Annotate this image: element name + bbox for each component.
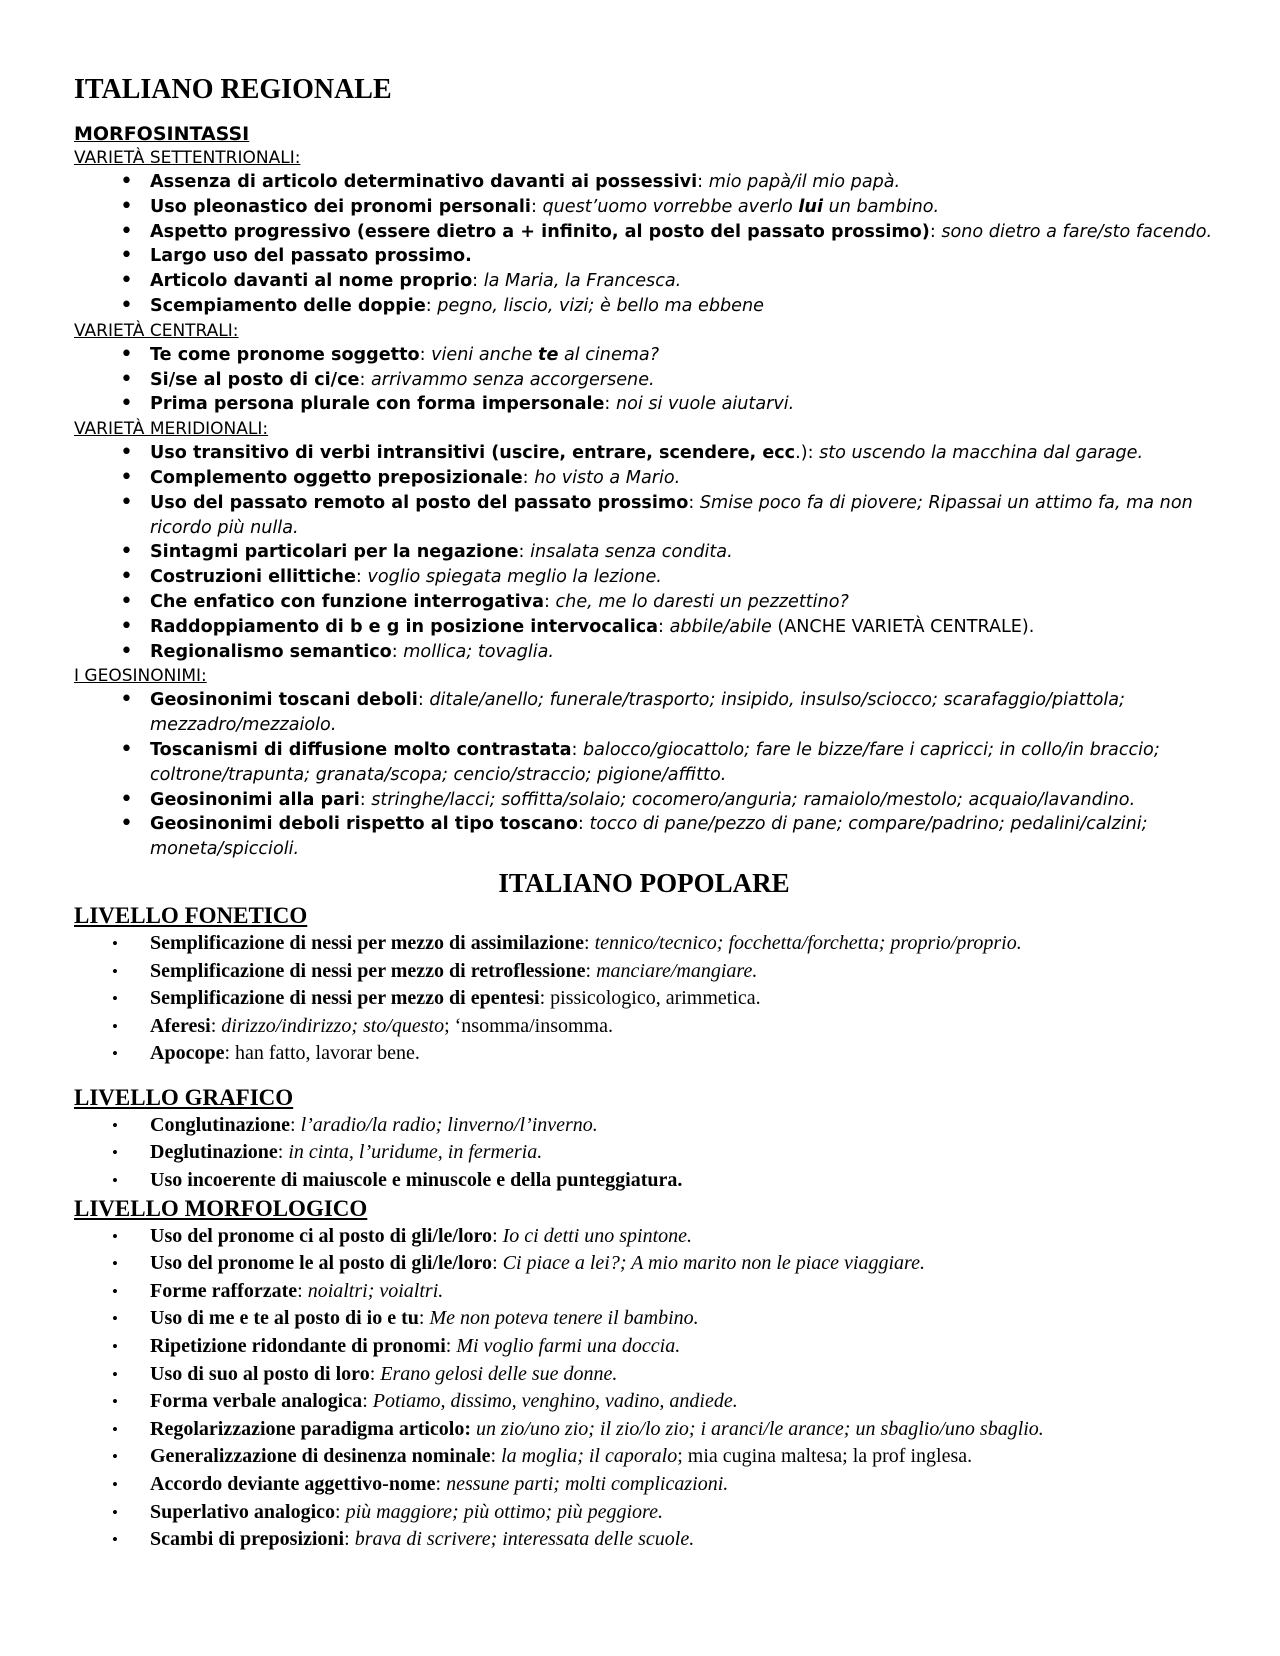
section-heading-grafico: LIVELLO GRAFICO xyxy=(74,1084,294,1110)
list-item: • Largo uso del passato prossimo. xyxy=(74,244,1214,269)
list-item: • Uso di me e te al posto di io e tu: Me non poteva tenere il bambino. xyxy=(74,1305,1214,1333)
list-item: • Uso di suo al posto di loro: Erano gelosi delle sue donne. xyxy=(74,1361,1214,1389)
list-item: • Regionalismo semantico: mollica; tovaglia. xyxy=(74,640,1214,665)
list-item: • Semplificazione di nessi per mezzo di retroflessione: manciare/mangiare. xyxy=(74,958,1214,986)
list-geosinonimi xyxy=(74,688,1214,862)
subsection-label-settentrionali: VARIETÀ SETTENTRIONALI: xyxy=(74,148,301,168)
list-item: • Aspetto progressivo (essere dietro a + infinito, al posto del passato prossimo): sono dietro a fare/sto facendo. xyxy=(74,220,1214,245)
list-settentrionali xyxy=(74,170,1214,319)
list-item: • Te come pronome soggetto: vieni anche te al cinema? xyxy=(74,343,1214,368)
section-heading-morfologico: LIVELLO MORFOLOGICO xyxy=(74,1195,368,1221)
list-item: • Sintagmi particolari per la negazione: insalata senza condita. xyxy=(74,540,1214,565)
list-item: • Uso del passato remoto al posto del passato prossimo: Smise poco fa di piovere; Ripassai un attimo fa, ma non ricordo più nulla. xyxy=(74,491,1214,541)
list-item: • Deglutinazione: in cinta, l’uridume, in fermeria. xyxy=(74,1139,1214,1167)
document-page xyxy=(74,70,1214,1554)
list-item: • Forma verbale analogica: Potiamo, dissimo, venghino, vadino, andiede. xyxy=(74,1388,1214,1416)
list-item: • Raddoppiamento di b e g in posizione intervocalica: abbile/abile (ANCHE VARIETÀ CENTRALE). xyxy=(74,615,1214,640)
list-fonetico xyxy=(74,930,1214,1068)
list-meridionali xyxy=(74,441,1214,664)
document-title-popolare: ITALIANO POPOLARE xyxy=(498,867,790,898)
list-grafico xyxy=(74,1112,1214,1195)
list-item: • Scempiamento delle doppie: pegno, liscio, vizi; è bello ma ebbene xyxy=(74,294,1214,319)
list-item: • Ripetizione ridondante di pronomi: Mi voglio farmi una doccia. xyxy=(74,1333,1214,1361)
list-item: • Conglutinazione: l’aradio/la radio; linverno/l’inverno. xyxy=(74,1112,1214,1140)
section-heading-fonetico: LIVELLO FONETICO xyxy=(74,902,308,928)
list-item: • Aferesi: dirizzo/indirizzo; sto/questo; ‘nsomma/insomma. xyxy=(74,1013,1214,1041)
list-item: • Accordo deviante aggettivo-nome: nessune parti; molti complicazioni. xyxy=(74,1471,1214,1499)
list-item: • Toscanismi di diffusione molto contrastata: balocco/giocattolo; fare le bizze/fare i capricci; in collo/in braccio; coltrone/trapunta; granata/scopa; cencio/straccio; pigione/affitto. xyxy=(74,738,1214,788)
subsection-label-geosinonimi: I GEOSINONIMI: xyxy=(74,666,207,687)
list-item: • Geosinonimi deboli rispetto al tipo toscano: tocco di pane/pezzo di pane; compare/padrino; pedalini/calzini; moneta/spiccioli. xyxy=(74,812,1214,862)
list-item: • Si/se al posto di ci/ce: arrivammo senza accorgersene. xyxy=(74,368,1214,393)
section-heading-morfosintassi: MORFOSINTASSI xyxy=(74,123,250,145)
list-item: • Complemento oggetto preposizionale: ho visto a Mario. xyxy=(74,466,1214,491)
list-item: • Articolo davanti al nome proprio: la Maria, la Francesca. xyxy=(74,269,1214,294)
list-item: • Semplificazione di nessi per mezzo di epentesi: pissicologico, arimmetica. xyxy=(74,985,1214,1013)
list-item: • Apocope: han fatto, lavorar bene. xyxy=(74,1040,1214,1068)
list-item: • Superlativo analogico: più maggiore; più ottimo; più peggiore. xyxy=(74,1499,1214,1527)
list-item: • Forme rafforzate: noialtri; voialtri. xyxy=(74,1278,1214,1306)
document-title: ITALIANO REGIONALE xyxy=(74,74,392,105)
list-item: • Assenza di articolo determinativo davanti ai possessivi: mio papà/il mio papà. xyxy=(74,170,1214,195)
list-item: • Costruzioni ellittiche: voglio spiegata meglio la lezione. xyxy=(74,565,1214,590)
list-item: • Che enfatico con funzione interrogativa: che, me lo daresti un pezzettino? xyxy=(74,590,1214,615)
list-item: • Prima persona plurale con forma impersonale: noi si vuole aiutarvi. xyxy=(74,392,1214,417)
list-item: • Generalizzazione di desinenza nominale: la moglia; il caporalo; mia cugina maltesa; la prof inglesa. xyxy=(74,1443,1214,1471)
list-item: • Uso incoerente di maiuscole e minuscole e della punteggiatura. xyxy=(74,1167,1214,1195)
list-item: • Scambi di preposizioni: brava di scrivere; interessata delle scuole. xyxy=(74,1526,1214,1554)
list-centrali xyxy=(74,343,1214,417)
list-item: • Uso transitivo di verbi intransitivi (uscire, entrare, scendere, ecc.): sto uscendo la macchina dal garage. xyxy=(74,441,1214,466)
list-item: • Uso del pronome ci al posto di gli/le/loro: Io ci detti uno spintone. xyxy=(74,1223,1214,1251)
list-item: • Semplificazione di nessi per mezzo di assimilazione: tennico/tecnico; focchetta/forchetta; proprio/proprio. xyxy=(74,930,1214,958)
list-item: • Geosinonimi alla pari: stringhe/lacci; soffitta/solaio; cocomero/anguria; ramaiolo/mestolo; acquaio/lavandino. xyxy=(74,788,1214,813)
list-item: • Uso del pronome le al posto di gli/le/loro: Ci piace a lei?; A mio marito non le piace viaggiare. xyxy=(74,1250,1214,1278)
list-morfologico xyxy=(74,1223,1214,1554)
list-item: • Regolarizzazione paradigma articolo: un zio/uno zio; il zio/lo zio; i aranci/le arance; un sbaglio/uno sbaglio. xyxy=(74,1416,1214,1444)
subsection-label-meridionali: VARIETÀ MERIDIONALI: xyxy=(74,419,269,440)
subsection-label-centrali: VARIETÀ CENTRALI: xyxy=(74,320,239,341)
list-item: • Uso pleonastico dei pronomi personali: quest’uomo vorrebbe averlo lui un bambino. xyxy=(74,195,1214,220)
list-item: • Geosinonimi toscani deboli: ditale/anello; funerale/trasporto; insipido, insulso/sciocco; scarafaggio/piattola; mezzadro/mezzaiolo. xyxy=(74,688,1214,738)
